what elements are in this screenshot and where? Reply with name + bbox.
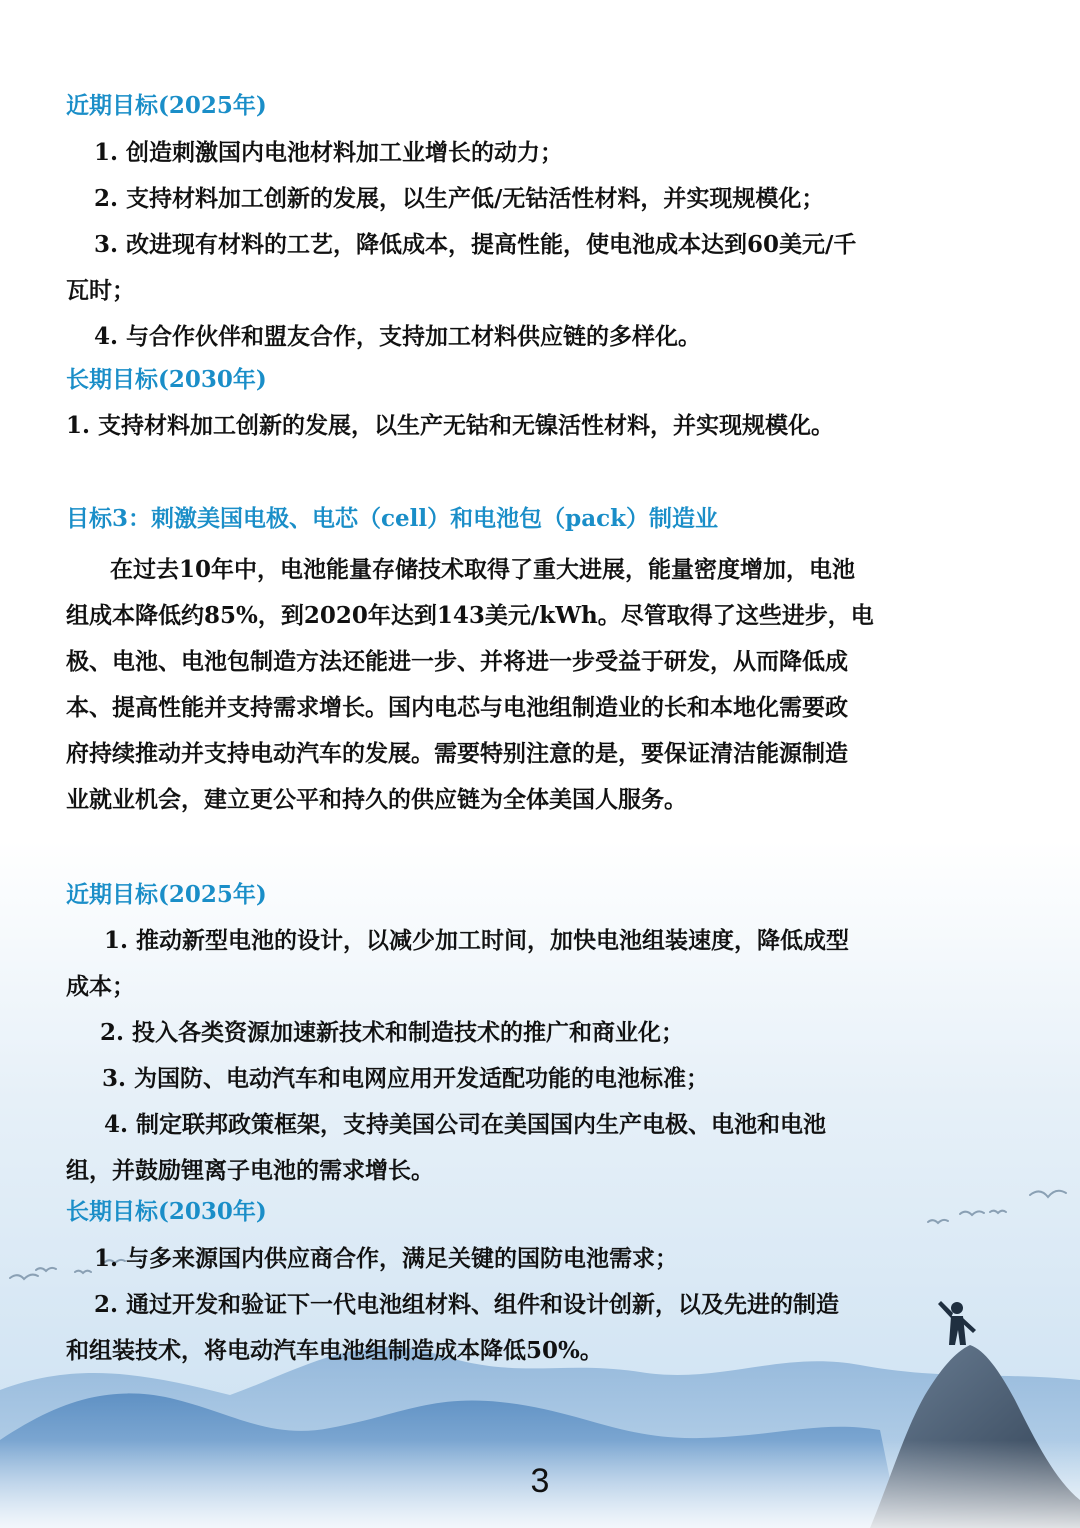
list-item: 1. 支持材料加工创新的发展，以生产无钴和无镍活性材料，并实现规模化。: [66, 412, 835, 440]
list-item-continuation: 和组装技术，将电动汽车电池组制造成本降低50%。: [66, 1336, 603, 1364]
document-content: [66, 92, 986, 1374]
list-item: 2. 投入各类资源加速新技术和制造技术的推广和商业化；: [100, 1019, 685, 1047]
list-item: 1. 推动新型电池的设计，以减少加工时间，加快电池组装速度，降低成型: [104, 927, 850, 955]
list-item-continuation: 组，并鼓励锂离子电池的需求增长。: [66, 1157, 434, 1185]
paragraph-line: 极、电池、电池包制造方法还能进一步、并将进一步受益于研发，从而降低成: [66, 647, 848, 675]
paragraph-line: 业就业机会，建立更公平和持久的供应链为全体美国人服务。: [66, 785, 687, 813]
long-term-goals-heading: 长期目标(2030年): [66, 1198, 267, 1226]
list-item: 2. 通过开发和验证下一代电池组材料、组件和设计创新，以及先进的制造: [94, 1290, 840, 1318]
paragraph-line: 府持续推动并支持电动汽车的发展。需要特别注意的是，要保证清洁能源制造: [66, 739, 848, 767]
near-term-goals-heading: 近期目标(2025年): [66, 880, 267, 908]
list-item-continuation: 成本；: [66, 973, 135, 1001]
list-item: 2. 支持材料加工创新的发展，以生产低/无钴活性材料，并实现规模化；: [94, 184, 825, 212]
paragraph-line: 本、提高性能并支持需求增长。国内电芯与电池组制造业的长和本地化需要政: [66, 693, 848, 721]
list-item: 3. 为国防、电动汽车和电网应用开发适配功能的电池标准；: [102, 1065, 710, 1093]
list-item: 1. 与多来源国内供应商合作，满足关键的国防电池需求；: [94, 1244, 679, 1272]
list-item: 4. 制定联邦政策框架，支持美国公司在美国国内生产电极、电池和电池: [104, 1111, 827, 1139]
page-number: 3: [530, 1462, 550, 1500]
list-item-continuation: 瓦时；: [66, 276, 135, 304]
goal3-heading: 目标3：刺激美国电极、电芯（cell）和电池包（pack）制造业: [66, 505, 719, 533]
long-term-goals-heading: 长期目标(2030年): [66, 365, 267, 393]
near-term-goals-heading: 近期目标(2025年): [66, 92, 267, 119]
paragraph-line: 在过去10年中，电池能量存储技术取得了重大进展，能量密度增加，电池: [110, 555, 856, 583]
paragraph-line: 组成本降低约85%，到2020年达到143美元/kWh。尽管取得了这些进步，电: [66, 601, 874, 629]
list-item: 3. 改进现有材料的工艺，降低成本，提高性能，使电池成本达到60美元/千: [94, 230, 857, 258]
list-item: 4. 与合作伙伴和盟友合作，支持加工材料供应链的多样化。: [94, 322, 702, 350]
list-item: 1. 创造刺激国内电池材料加工业增长的动力；: [94, 138, 564, 166]
